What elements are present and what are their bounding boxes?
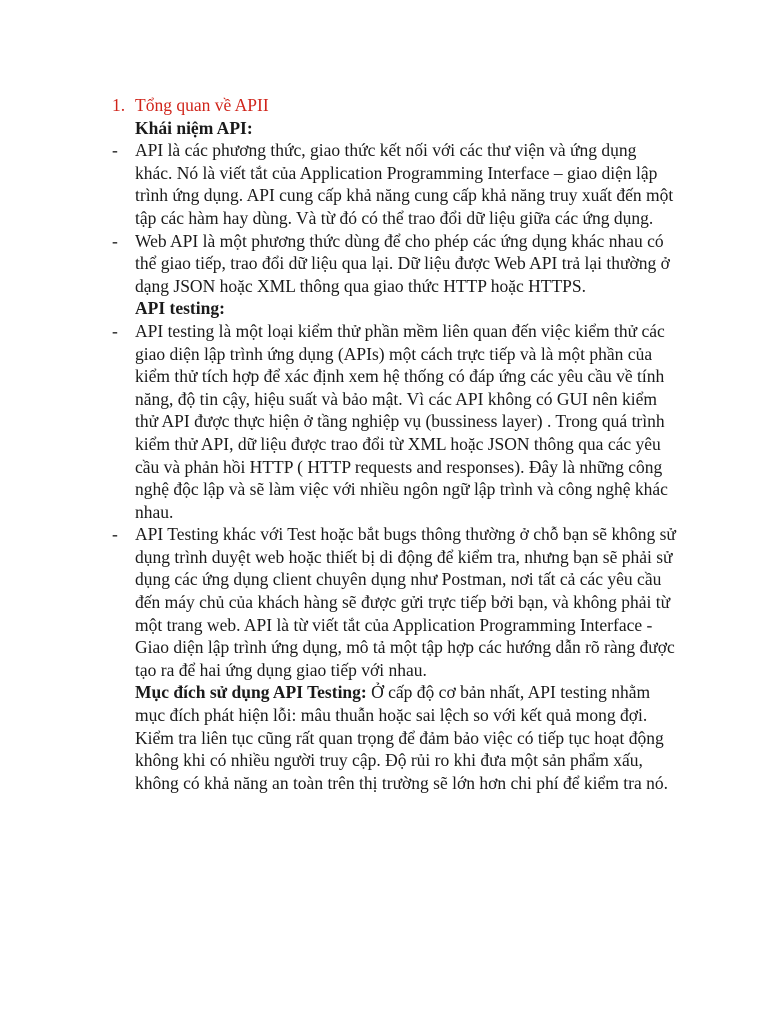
heading-title: Tổng quan về APII (135, 95, 269, 115)
list-item-text: API Testing khác với Test hoặc bắt bugs thông thường ở chỗ bạn sẽ không sử dụng trình duyệt web hoặc thiết bị di động để kiểm tra, nhưng bạn sẽ phải sử dụng các ứng dụng client chuyên dụng như Postman, nơi tất cả các yêu cầu đến máy chủ của khách hàng sẽ được gửi trực tiếp bởi bạn, và không phải từ một trang web. API là từ viết tắt của Application Programming Interface - Giao diện lập trình ứng dụng, mô tả một tập hợp các hướng dẫn rõ ràng được tạo ra để hai ứng dụng giao tiếp với nhau. (135, 524, 676, 680)
heading-number: 1. (112, 95, 126, 115)
list-item (112, 139, 678, 229)
subheading-api-testing: API testing: (135, 298, 225, 319)
bullet-dash: - (112, 524, 118, 545)
subheading-api-concept: Khái niệm API: (135, 117, 253, 138)
bullet-dash: - (112, 320, 118, 341)
section-heading (112, 94, 678, 117)
bullet-dash: - (112, 140, 118, 161)
bullet-dash: - (112, 230, 118, 251)
document-body (112, 94, 678, 794)
purpose-label: Mục đích sử dụng API Testing: (135, 682, 367, 703)
list-item-text: API là các phương thức, giao thức kết nối với các thư viện và ứng dụng khác. Nó là viết tắt của Application Programming Interface – giao diện lập trình ứng dụng. API cung cấp khả năng cung cấp khả năng truy xuất đến một tập các hàm hay dùng. Và từ đó có thể trao đổi dữ liệu giữa các ứng dụng. (135, 140, 674, 228)
list-item (112, 320, 678, 523)
list-item-text: Web API là một phương thức dùng để cho phép các ứng dụng khác nhau có thể giao tiếp, trao đổi dữ liệu qua lại. Dữ liệu được Web API trả lại thường ở dạng JSON hoặc XML thông qua giao thức HTTP hoặc HTTPS. (135, 230, 670, 296)
list-item-text: API testing là một loại kiểm thử phần mềm liên quan đến việc kiểm thử các giao diện lập trình ứng dụng (APIs) một cách trực tiếp và là một phần của kiểm thử tích hợp để xác định xem hệ thống có đáp ứng các yêu cầu về tính năng, độ tin cậy, hiệu suất và bảo mật. Vì các API không có GUI nên kiểm thử API được thực hiện ở tầng nghiệp vụ (bussiness layer) . Trong quá trình kiểm thử API, dữ liệu được trao đổi từ XML hoặc JSON thông qua các yêu cầu và phản hồi HTTP ( HTTP requests and responses). Đây là những công nghệ độc lập và sẽ làm việc với nhiều ngôn ngữ lập trình và công nghệ khác nhau. (135, 320, 668, 522)
list-item (112, 230, 678, 298)
list-item (112, 523, 678, 681)
purpose-text: Ở cấp độ cơ bản nhất, API testing nhằm mục đích phát hiện lỗi: mâu thuẫn hoặc sai lệch so với kết quả mong đợi. Kiểm tra liên tục cũng rất quan trọng để đảm bảo việc có tiếp tục hoạt động không khi có nhiều người truy cập. Độ rủi ro khi đưa một sản phẩm xấu, không có khả năng an toàn trên thị trường sẽ lớn hơn chi phí để kiểm tra nó. (135, 682, 668, 793)
purpose-paragraph (112, 681, 678, 794)
